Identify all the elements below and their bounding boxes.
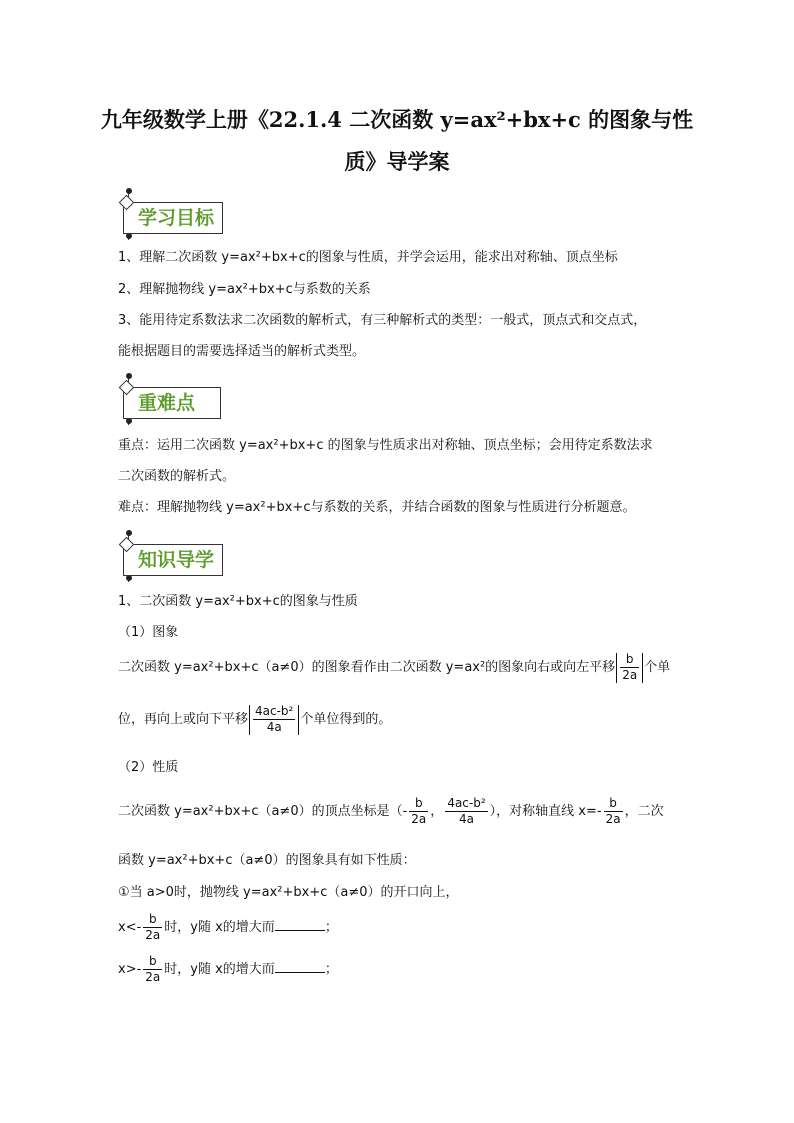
- section-dot-icon: [126, 530, 132, 536]
- case-1: ①当 a>0时，抛物线 y=ax²+bx+c（a≠0）的开口向上，: [118, 885, 459, 900]
- goal-line-4: 能根据题目的需要选择适当的解析式类型。: [118, 344, 366, 359]
- denominator: 2a: [605, 812, 621, 826]
- key-line-3: 难点：理解抛物线 y=ax²+bx+c与系数的关系，并结合函数的图象与性质进行分析题意。: [118, 500, 636, 515]
- case-1-gt: [118, 954, 338, 985]
- fraction: [143, 912, 162, 943]
- fraction: [604, 796, 623, 827]
- numerator: b: [604, 796, 623, 812]
- shift-line-1: [118, 652, 670, 683]
- section-title-guide: 知识导学: [123, 544, 223, 576]
- text: ；: [324, 962, 338, 977]
- fraction: [445, 796, 487, 827]
- text: ，: [430, 804, 444, 819]
- text: 个单: [644, 660, 671, 675]
- fraction: [409, 796, 428, 827]
- answer-blank[interactable]: [275, 918, 325, 931]
- page-title-line2: 质》导学案: [344, 149, 450, 174]
- denominator: 2a: [145, 970, 161, 984]
- denominator: 4a: [458, 812, 474, 826]
- text: ；: [324, 920, 338, 935]
- text: x<-: [118, 920, 142, 935]
- guide-sub-1: （1）图象: [118, 625, 179, 640]
- key-line-2: 二次函数的解析式。: [118, 469, 236, 484]
- denominator: 2a: [145, 928, 161, 942]
- numerator: 4ac-b²: [447, 796, 486, 810]
- denominator: 2a: [411, 812, 427, 826]
- answer-blank[interactable]: [275, 960, 325, 973]
- text: 个单位得到的。: [300, 712, 392, 727]
- goal-line-1: 1、理解二次函数 y=ax²+bx+c的图象与性质，并学会运用，能求出对称轴、顶点坐标: [118, 250, 618, 265]
- case-1-lt: [118, 912, 338, 943]
- props-intro: 函数 y=ax²+bx+c（a≠0）的图象具有如下性质：: [118, 853, 416, 868]
- numerator: b: [143, 954, 162, 970]
- guide-sub-2: （2）性质: [118, 760, 179, 775]
- text: 时，y随 x的增大而: [164, 962, 275, 977]
- text: 二次函数 y=ax²+bx+c（a≠0）的顶点坐标是（-: [118, 804, 408, 819]
- numerator: b: [409, 796, 428, 812]
- denominator: 2a: [622, 668, 638, 682]
- section-dot-icon: [126, 188, 132, 194]
- section-title-key: 重难点: [123, 387, 221, 419]
- abs-bar: [249, 705, 250, 735]
- section-dot-icon: [126, 373, 132, 379]
- text: 位，再向上或向下平移: [118, 712, 249, 727]
- fraction: [253, 704, 295, 735]
- text: ，二次: [624, 804, 664, 819]
- page-title-line1: 九年级数学上册《22.1.4 二次函数 y=ax²+bx+c 的图象与性: [100, 107, 694, 132]
- fraction: [143, 954, 162, 985]
- denominator: 4a: [266, 720, 282, 734]
- section-title-goals: 学习目标: [123, 202, 223, 234]
- goal-line-3: 3、能用待定系数法求二次函数的解析式，有三种解析式的类型：一般式，顶点式和交点式，: [118, 313, 647, 328]
- text: 时，y随 x的增大而: [164, 920, 275, 935]
- goal-line-2: 2、理解抛物线 y=ax²+bx+c与系数的关系: [118, 282, 371, 297]
- text: 二次函数 y=ax²+bx+c（a≠0）的图象看作由二次函数 y=ax²的图象向右或向左平移: [118, 660, 616, 675]
- guide-item-1: 1、二次函数 y=ax²+bx+c的图象与性质: [118, 594, 358, 609]
- numerator: b: [143, 912, 162, 928]
- abs-bar: [616, 653, 617, 683]
- numerator: 4ac-b²: [255, 704, 294, 718]
- fraction: [620, 652, 639, 683]
- vertex-line: [118, 796, 664, 827]
- numerator: b: [620, 652, 639, 668]
- text: ），对称轴直线 x=-: [489, 804, 602, 819]
- shift-line-2: [118, 704, 391, 735]
- key-line-1: 重点：运用二次函数 y=ax²+bx+c 的图象与性质求出对称轴、顶点坐标；会用待定系数法求: [118, 438, 653, 453]
- text: x>-: [118, 962, 142, 977]
